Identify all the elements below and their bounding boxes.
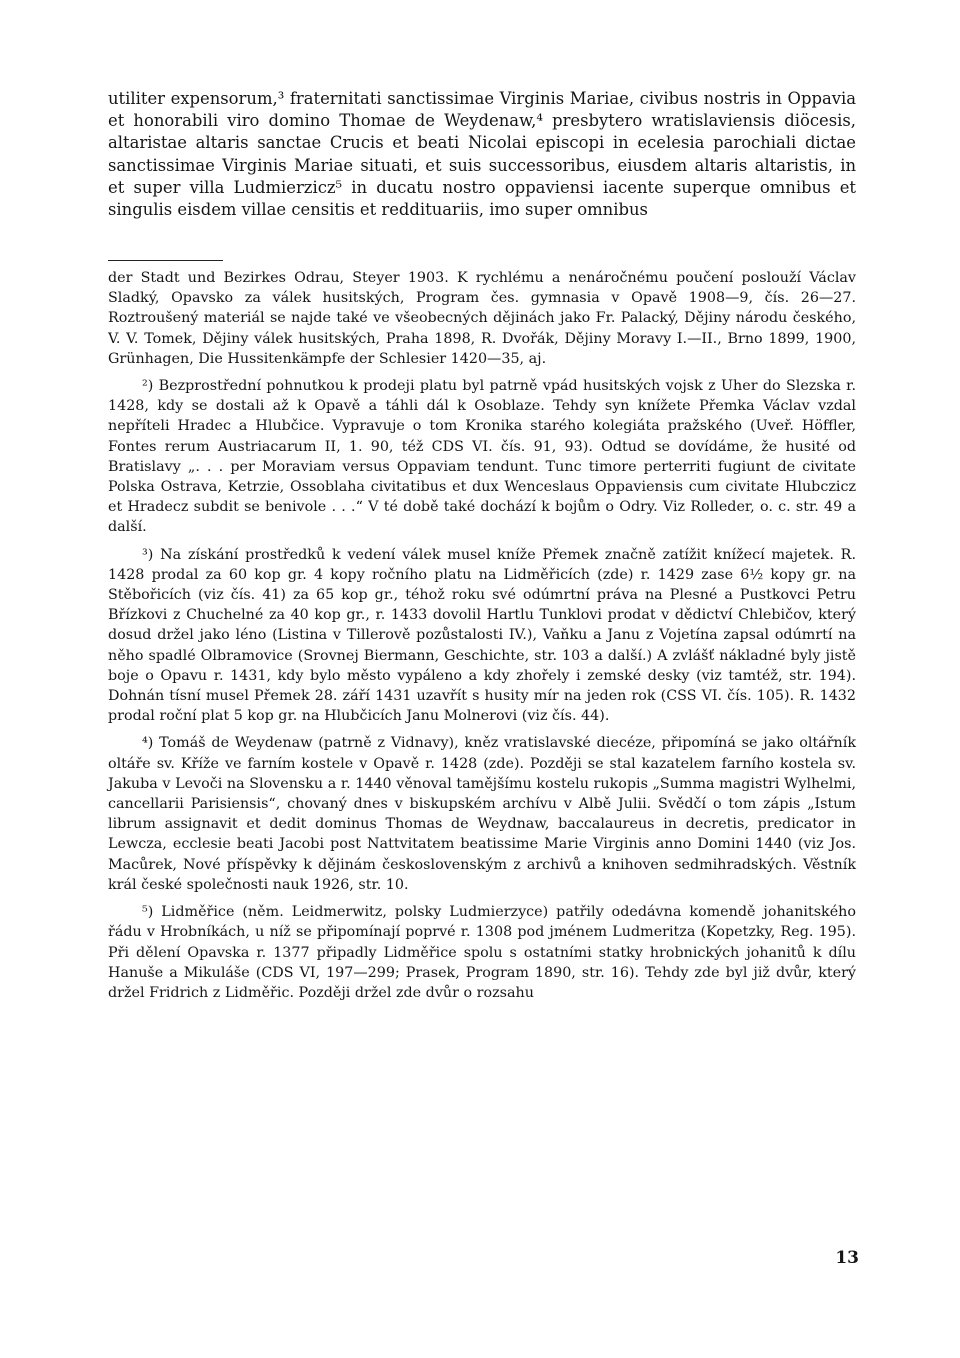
footnote-4: ⁴) Tomáš de Weydenaw (patrně z Vidnavy), kněz vratislavské diecéze, připomíná se jako oltářník oltáře sv. Kříže ve farním kostele v Opavě r. 1428 (zde). Později se stal kazatelem farního kostela sv. Jakuba v Levoči na Slovensku a r. 1440 věnoval tamějšímu kostelu rukopis „Summa magistri Wylhelmi, cancellarii Parisiensis“, chovaný dnes v biskupském archívu v Albě Julii. Svědčí o tom zápis „Istum librum assignavit et dedit dominus Thomas de Weydnaw, baccalaureus in decretis, predicator in Lewcza, ecclesie beati Jacobi post Nattvitatem beatissime Marie Virginis anno Domini 1440 (viz Jos. Macůrek, Nové příspěvky k dějinám československým z archivů a knihoven sedmihradských. Věstník král české společnosti nauk 1926, str. 10. — [108, 735, 856, 893]
footnote-separator — [108, 260, 223, 261]
page-number: 13 — [835, 1248, 859, 1268]
footnote-5: ⁵) Lidměřice (něm. Leidmerwitz, polsky Ludmierzyce) patřily odedávna komendě johanitského řádu v Hrobníkách, u níž se připomínají poprvé r. 1308 pod jménem Ludmeritza (Kopetzky, Reg. 195). Při dělení Opavska r. 1377 připadly Lidměřice spolu s ostatními statky hrobnických johanitů k dílu Hanuše a Mikuláše (CDS VI, 197—299; Prasek, Program 1890, str. 16). Tehdy zde byl již dvůr, který držel Fridrich z Lidměřic. Později držel zde dvůr o rozsahu — [108, 904, 856, 1001]
main-paragraph: utiliter expensorum,³ fraternitati sanctissimae Virginis Mariae, civibus nostris in Oppavia et honorabili viro domino Thomae de Weydenaw,⁴ presbytero wratislaviensis diöcesis, altaristae altaris sanctae Crucis et beati Nicolai episcopi in ecelesia parochiali dictae sanctissimae Virginis Mariae situati, et suis successoribus, eiusdem altaris altaristis, in et super villa Ludmierzicz⁵ in ducatu nostro oppaviensi iacente superque omnibus et singulis eisdem villae censitis et reddituariis, imo super omnibus — [108, 89, 856, 220]
footnote-1-continuation: der Stadt und Bezirkes Odrau, Steyer 1903. K rychlému a nenáročnému poučení poslouží Václav Sladký, Opavsko za válek husitských, Program čes. gymnasia v Opavě 1908—9, čís. 26—27. Roztroušený materiál se najde také ve všeobecných dějinách jako Fr. Palacký, Dějiny národu českého, V. V. Tomek, Dějiny válek husitských, Praha 1898, R. Dvořák, Dějiny Moravy I.—II., Brno 1899, 1900, Grünhagen, Die Hussitenkämpfe der Schlesier 1420—35, aj. — [108, 270, 856, 367]
footnote-2: ²) Bezprostřední pohnutkou k prodeji platu byl patrně vpád husitských vojsk z Uher do Slezska r. 1428, kdy se dostali až k Opavě a táhli dál k Osoblaze. Tehdy syn knížete Přemka Václav vzdal nepříteli Hradec a Hlubčice. Vypravuje o tom Kronika starého kolegiáta pražského (Uveř. Höffler, Fontes rerum Austriacarum II, 1. 90, též CDS VI. čís. 91, 93). Odtud se dovídáme, že husité od Bratislavy „. . . per Moraviam versus Oppaviam tendunt. Tunc timore perterriti fugiunt de civitate Polska Ostrava, Ketrzie, Ossoblaha civitatibus et dux Wenceslaus Oppaviensis cum civitate Hlubczicz et Hradecz subdit se benivole . . .“ V té době také dochází k bojům o Odry. Viz Rolleder, o. c. str. 49 a další. — [108, 378, 856, 536]
footnote-3: ³) Na získání prostředků k vedení válek musel kníže Přemek značně zatížit knížecí majetek. R. 1428 prodal za 60 kop gr. 4 kopy ročního platu na Lidměřicích (zde) r. 1429 zase 6½ kopy gr. na Stěbořicích (viz čís. 41) za 65 kop gr., téhož roku své odúmrtní práva na Plesné a Pustkovci Petru Břízkovi z Chuchelné za 40 kop gr., r. 1433 dovolil Hartlu Tunklovi prodat v dědictví Chlebičov, který dosud držel jako léno (Listina v Tillerově pozůstalosti IV.), Vaňku a Janu z Vojetína zapsal odúmrtí na něho spadlé Olbramovice (Srovnej Biermann, Geschichte, str. 103 a další.) A zvlášť nákladné byly jistě boje o Opavu r. 1431, kdy bylo město vypáleno a kdy zhořely i zemské desky (viz tamtéž, str. 194). Dohnán tísní musel Přemek 28. září 1431 uzavřít s husity mír na jeden rok (CSS VI. čís. 105). R. 1432 prodal roční plat 5 kop gr. na Hlubčicích Janu Molnerovi (viz čís. 44). — [108, 546, 856, 725]
footnotes — [108, 268, 856, 1010]
main-text — [108, 88, 856, 221]
